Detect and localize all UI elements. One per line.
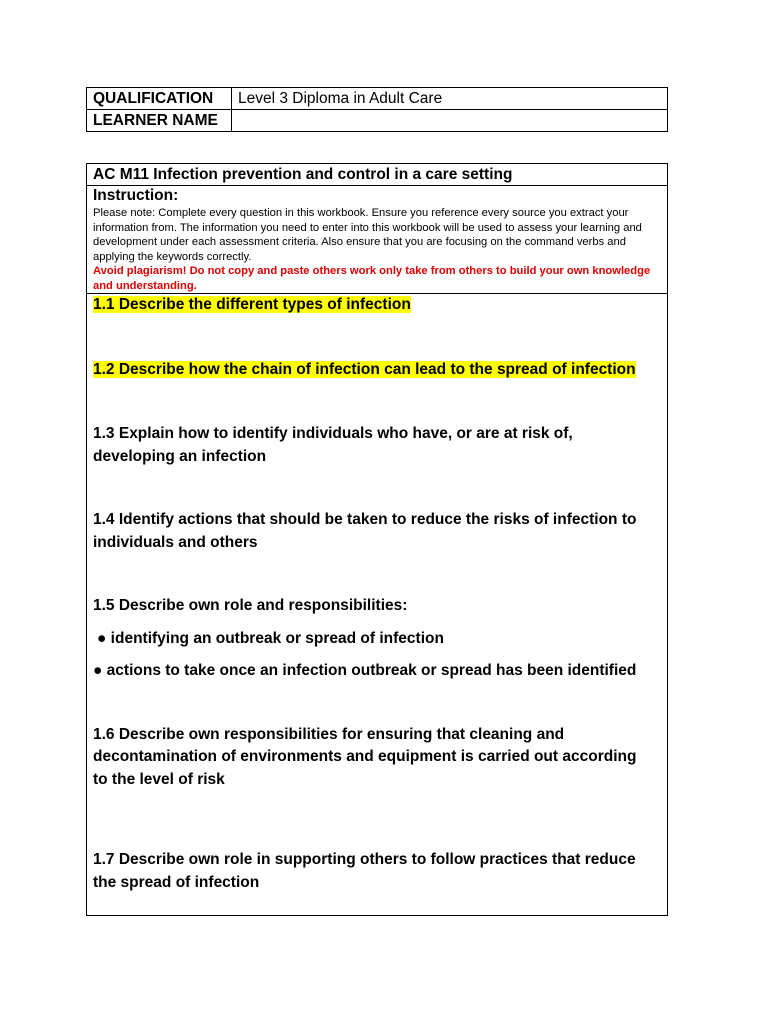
- question-1-7: 1.7 Describe own role in supporting others to follow practices that reduce the spread of infection: [93, 851, 636, 891]
- qualification-label: QUALIFICATION: [87, 88, 232, 110]
- workbook-title-cell: [87, 164, 668, 186]
- learner-info-table: [86, 87, 668, 132]
- workbook-title: AC M11 Infection prevention and control in a care setting: [93, 166, 513, 183]
- question-1-6: 1.6 Describe own responsibilities for ensuring that cleaning and decontamination of environments and equipment is carried out according to the level of risk: [93, 725, 637, 788]
- qualification-value: Level 3 Diploma in Adult Care: [232, 88, 668, 110]
- learner-name-row: [87, 110, 668, 132]
- question-1-1: 1.1 Describe the different types of infection: [93, 296, 411, 313]
- question-1-3: 1.3 Explain how to identify individuals who have, or are at risk of, developing an infection: [93, 425, 573, 465]
- instruction-heading: Instruction:: [93, 187, 179, 204]
- workbook-table: [86, 163, 668, 916]
- questions-cell[interactable]: [87, 294, 668, 916]
- learner-name-value[interactable]: [232, 110, 668, 132]
- plagiarism-warning: Avoid plagiarism! Do not copy and paste others work only take from others to build your own knowledge and understanding.: [93, 265, 651, 292]
- instruction-cell: [87, 186, 668, 294]
- question-1-5-bullet-2: ● actions to take once an infection outbreak or spread has been identified: [93, 662, 637, 679]
- question-1-2: 1.2 Describe how the chain of infection can lead to the spread of infection: [93, 360, 636, 378]
- learner-name-label: LEARNER NAME: [87, 110, 232, 132]
- question-1-5-bullet-1: ● identifying an outbreak or spread of infection: [97, 629, 444, 647]
- question-1-5: 1.5 Describe own role and responsibilities:: [93, 597, 408, 614]
- qualification-row: [87, 88, 668, 110]
- question-1-4: 1.4 Identify actions that should be taken to reduce the risks of infection to individuals and others: [93, 511, 637, 551]
- instruction-note: Please note: Complete every question in this workbook. Ensure you reference every source you extract your information from. The information you need to enter into this workbook will be used to assess your learning and development under each assessment criteria. Also ensure that you are focusing on the command verbs and applying the keywords correctly.: [93, 207, 642, 263]
